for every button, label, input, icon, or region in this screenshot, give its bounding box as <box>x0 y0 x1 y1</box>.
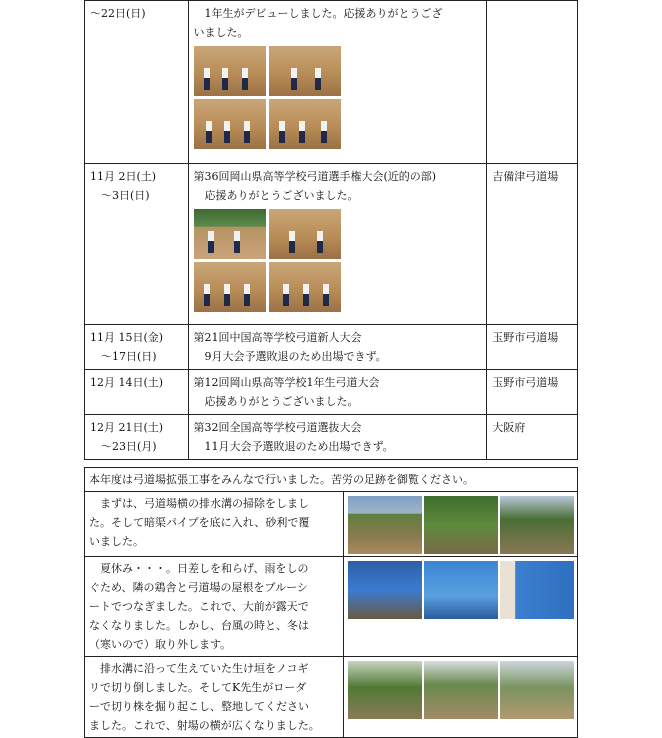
construction-text-cell <box>85 492 344 557</box>
construction-row <box>85 657 578 738</box>
event-line: 応援ありがとうございました。 <box>193 189 359 202</box>
schedule-date-cell <box>85 325 189 370</box>
construction-photo-cell <box>344 557 578 657</box>
construction-row <box>85 492 578 557</box>
kyudo-photo <box>269 209 341 259</box>
schedule-event-cell <box>188 370 487 415</box>
schedule-row <box>85 415 578 460</box>
schedule-venue-cell <box>487 1 578 164</box>
schedule-date-cell <box>85 370 189 415</box>
construction-header: 本年度は弓道場拡張工事をみんなで行いました。苦労の足跡を御覧ください。 <box>85 468 578 492</box>
construction-photo-cell <box>344 492 578 557</box>
event-line: 第32回全国高等学校弓道選抜大会 <box>193 421 362 434</box>
construction-text-cell <box>85 657 344 738</box>
construction-photo <box>500 561 574 619</box>
schedule-venue-cell: 吉備津弓道場 <box>487 164 578 325</box>
construction-row <box>85 557 578 657</box>
date-line: ～3日(日) <box>90 189 150 202</box>
kyudo-photo <box>194 262 266 312</box>
date-line: 11月 15日(金) <box>90 331 164 344</box>
construction-photo <box>424 496 498 554</box>
text-line: ました。これで、射場の横が広くなりました。 <box>89 719 320 732</box>
schedule-event-cell <box>188 1 487 164</box>
event-line: 第12回岡山県高等学校1年生弓道大会 <box>193 376 380 389</box>
construction-photo <box>424 561 498 619</box>
schedule-date-cell <box>85 164 189 325</box>
date-line: ～22日(日) <box>90 7 146 20</box>
photo-grid <box>194 209 482 312</box>
kyudo-photo <box>269 262 341 312</box>
kyudo-photo <box>194 209 266 259</box>
date-line: ～17日(日) <box>90 350 157 363</box>
event-line: 11月大会予選敗退のため出場できず。 <box>193 440 394 453</box>
schedule-table <box>84 0 578 460</box>
schedule-date-cell <box>85 415 189 460</box>
construction-photo <box>424 661 498 719</box>
construction-photo-cell <box>344 657 578 738</box>
construction-table <box>84 467 578 738</box>
date-line: 12月 14日(土) <box>90 376 164 389</box>
text-line: （寒いので）取り外します。 <box>89 638 232 651</box>
schedule-row <box>85 370 578 415</box>
text-line: いました。 <box>89 535 144 548</box>
text-line: リで切り倒しました。そしてK先生がローダ <box>89 681 307 694</box>
event-line: 第21回中国高等学校弓道新人大会 <box>193 331 362 344</box>
text-line: ぐため、隣の鶏舎と弓道場の屋根をブルーシ <box>89 581 308 594</box>
schedule-venue-cell: 玉野市弓道場 <box>487 370 578 415</box>
text-line: ーで切り株を掘り起こし、整地してください <box>89 700 309 713</box>
construction-header-row <box>85 468 578 492</box>
schedule-date-cell <box>85 1 189 164</box>
schedule-event-cell <box>188 325 487 370</box>
construction-photo <box>348 561 422 619</box>
date-line: ～23日(月) <box>90 440 157 453</box>
text-line: なくなりました。しかし、台風の時と、冬は <box>89 619 309 632</box>
construction-photo <box>348 496 422 554</box>
photo-grid <box>194 46 482 149</box>
construction-photo <box>500 661 574 719</box>
photo-strip <box>348 561 573 619</box>
construction-text-cell <box>85 557 344 657</box>
kyudo-photo <box>194 46 266 96</box>
photo-strip <box>348 661 573 719</box>
construction-photo <box>348 661 422 719</box>
schedule-event-cell <box>188 415 487 460</box>
schedule-event-cell <box>188 164 487 325</box>
kyudo-photo <box>194 99 266 149</box>
event-line: いました。 <box>193 26 249 39</box>
schedule-row <box>85 1 578 164</box>
event-line: 第36回岡山県高等学校弓道選手権大会(近的の部) <box>193 170 437 183</box>
text-line: 夏休み・・・。日差しを和らげ、雨をしの <box>100 562 309 575</box>
kyudo-photo <box>269 46 341 96</box>
schedule-row <box>85 325 578 370</box>
text-line: た。そして暗渠パイプを底に入れ、砂利で覆 <box>89 516 310 529</box>
event-line: 1年生がデビューしました。応援ありがとうござ <box>193 7 443 20</box>
photo-strip <box>348 496 573 554</box>
schedule-row <box>85 164 578 325</box>
event-line: 9月大会予選敗退のため出場できず。 <box>193 350 387 363</box>
text-line: 排水溝に沿って生えていた生け垣をノコギ <box>100 662 309 675</box>
event-line: 応援ありがとうございました。 <box>193 395 359 408</box>
construction-photo <box>500 496 574 554</box>
date-line: 12月 21日(土) <box>90 421 164 434</box>
date-line: 11月 2日(土) <box>90 170 157 183</box>
schedule-venue-cell: 大阪府 <box>487 415 578 460</box>
text-line: ートでつなぎました。これで、大前が露天で <box>89 600 309 613</box>
text-line: まずは、弓道場横の排水溝の掃除をしまし <box>100 497 309 510</box>
schedule-venue-cell: 玉野市弓道場 <box>487 325 578 370</box>
kyudo-photo <box>269 99 341 149</box>
